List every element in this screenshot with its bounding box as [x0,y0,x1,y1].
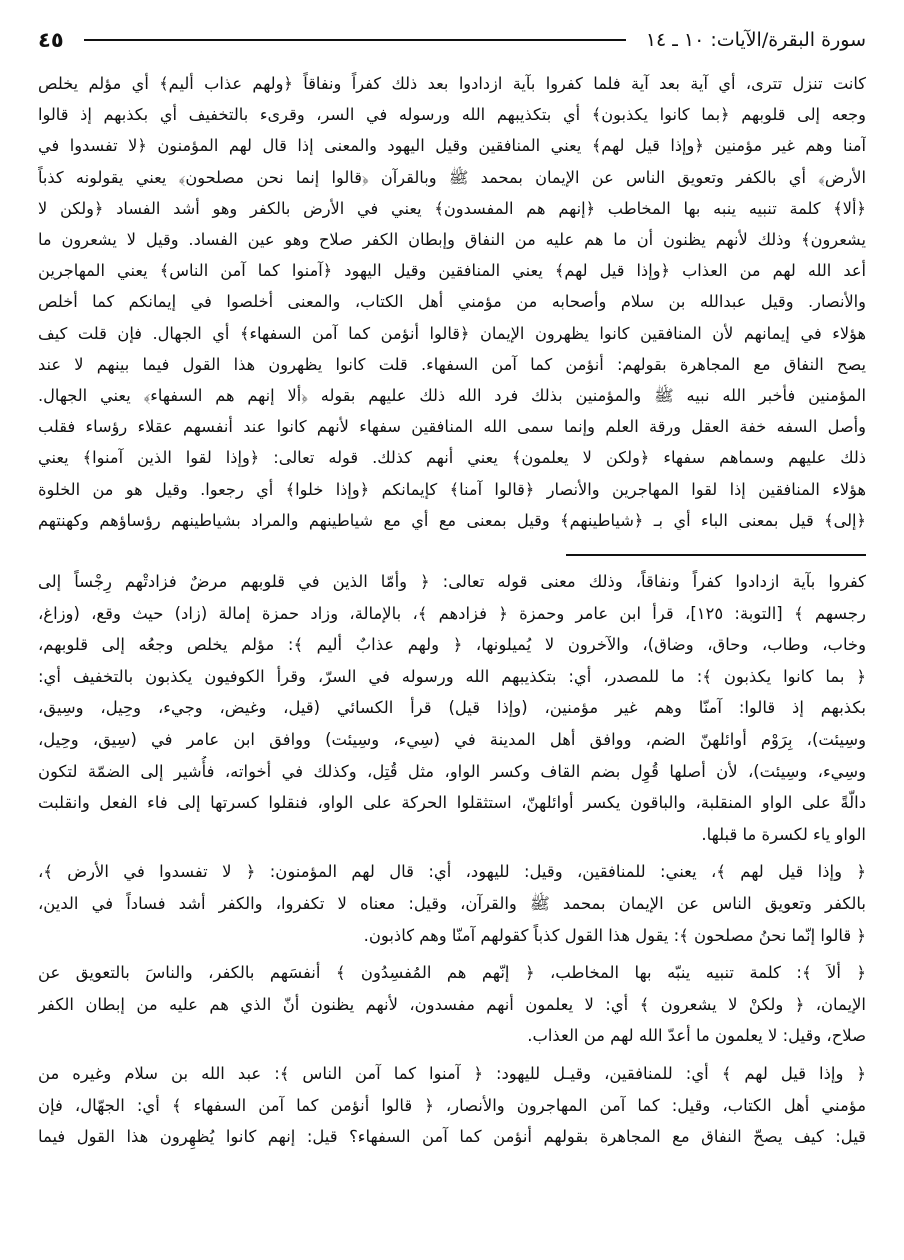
main-text-line: يصح النفاق مع المجاهرة بقولهم: أنؤمن كما آمن السفهاء. قلت كانوا يظهرون هذا القول فيما بينهم لا عند [38,354,866,374]
main-text-line: ﴿ألا﴾ كلمة تنبيه ينبه بها المخاطب ﴿إنهم هم المفسدون﴾ يعني في الأرض بالكفر وهو أشد الفساد ﴿ولكن لا [38,198,866,218]
commentary-paragraph [38,856,866,951]
main-text-line: أعد الله لهم من العذاب ﴿وإذا قيل لهم﴾ يعني المنافقين وقيل اليهود ﴿آمنوا كما آمن الناس﴾ يعني المهاجرين [38,261,866,281]
main-text-line: كانت تنزل تترى، أي آية بعد آية فلما كفروا بآية ازدادوا بعد ذلك كفراً ونفاقاً ﴿ولهم عذاب أليم﴾ أي مؤلم يخلص [38,74,866,93]
commentary-line: بكذبهم إذ قالوا: آمنّا وهم غير مؤمنين، (وإذا قيل) قرأ الكسائي (قيل، وغيض، وجيء، وحِيل، وسِيق، [38,698,866,718]
commentary-line: ﴿ ألاَ ﴾: كلمة تنبيه ينبّه بها المخاطب، ﴿ إنّهم هم المُفسِدُون ﴾ أنفسَهم بالكفر، والناسَ بالتعويق عن [38,963,866,983]
commentary-line: ﴿ وإذا قيل لهم ﴾، يعني: للمنافقين، وقيل: لليهود، أي: قال لهم المؤمنون: ﴿ لا تفسدوا في الأرض ﴾، [38,862,866,882]
commentary-line: بالكفر وتعويق الناس عن الإيمان بمحمد ﷺ والقرآن، وقيل: معناه لا تكفروا، والكفر أشد فساداً في الدين، [38,893,866,913]
commentary-paragraph [38,1058,866,1153]
main-text-line: وأصل السفه خفة العقل ورقة العلم وإنما سمى الله المنافقين سفهاء لأنهم كانوا عند أنفسهم عقلاء رؤساء فقلب [38,417,866,437]
header-rule [84,39,626,41]
commentary-line: قيل: كيف يصحّ النفاق مع المجاهرة بقولهم أنؤمن كما آمن السفهاء؟ قيل: إنهم كانوا يُظهِرون هذا القول فيما [38,1127,866,1147]
commentary-line: رجسهم ﴾ [التوبة: ١٢٥]، قرأ ابن عامر وحمزة ﴿ فزادهم ﴾، بالإمالة، وزاد حمزة إمالة (زاد) حيث وقع، (وزاغ، [38,603,866,623]
commentary-line: دالّةً على الواو المنقلبة، والباقون يكسر أوائلهنّ، استثقلوا الحركة على الواو، فنقلوا كسرتها إلى فاء الفعل وانقلبت [38,793,866,813]
commentary-line: وسِيئت)، بِرَوْم أوائلهنّ الضم، ووافق أهل المدينة في (سِيء، وسِيئت) ووافق ابن عامر في (سِيق، وحِيل، [38,730,866,750]
main-text-line: يشعرون﴾ وذلك لأنهم يظنون أن ما هم عليه من النفاق وإبطان الكفر صلاح وهو عين الفساد. وقيل لا يشعرون ما [38,230,866,250]
commentary-line: ﴿ بما كانوا يكذبون ﴾: ما للمصدر، أي: بتكذيبهم الله ورسوله في السرّ، وقرأ الكوفيون يكذبون بالتخفيف أي: [38,666,866,686]
commentary-line: الإيمان، ﴿ ولكنْ لا يشعرون ﴾ أي: لا يعلمون أنهم مفسدون، لأنهم يظنون أنّ الذي هم عليه من إبطان الكفر [38,994,866,1014]
main-text-line: آمنا وهم غير مؤمنين ﴿وإذا قيل لهم﴾ يعني المنافقين وقيل اليهود والمعنى إذا قال لهم المؤمنون ﴿لا تفسدوا في [38,136,866,156]
main-text-line: هؤلاء في إيمانهم لأن المنافقين كانوا يظهرون الإيمان ﴿قالوا أنؤمن كما آمن السفهاء﴾ أي الجهال. فإن قلت كيف [38,323,866,343]
page-number: ٤٥ [38,28,64,52]
commentary-line: ﴿ وإذا قيل لهم ﴾ أي: للمنافقين، وقيـل لليهود: ﴿ آمنوا كما آمن الناس ﴾: عبد الله بن سلام وغيره من [38,1063,866,1083]
main-text-line: هؤلاء المنافقين إذا لقوا المهاجرين والأنصار ﴿قالوا آمنا﴾ كإيمانكم ﴿وإذا خلوا﴾ أي رجعوا. وقيل هو من الخلوة [38,479,866,499]
main-text-line: ﴿إلى﴾ قيل بمعنى الباء أي بـ ﴿شياطينهم﴾ وقيل بمعنى مع أي مع شياطينهم والمراد بشياطينهم رؤساؤهم وكهنتهم [38,510,866,530]
running-title: سورة البقرة/الآيات: ١٠ ـ ١٤ [645,29,866,51]
main-text-line: والأنصار. وقيل عبدالله بن سلام وأصحابه من مؤمني أهل الكتاب، والمعنى أخلصوا في إيمانكم كما أخلص [38,292,866,312]
commentary-line: ﴿ قالوا إنّما نحنُ مصلحون ﴾: يقول هذا القول كذباً كقولهم آمنّا وهم كاذبون. [363,925,866,945]
commentary-line: مؤمني أهل الكتاب، وقيل: كما آمن المهاجرون والأنصار، ﴿ قالوا أنؤمن كما آمن السفهاء ﴾ أي: الجهّال، فإن [38,1095,866,1115]
book-page [38,24,866,1234]
main-text-line: ذلك عليهم وسماهم سفهاء ﴿ولكن لا يعلمون﴾ يعني أنهم كذلك. قوله تعالى: ﴿وإذا لقوا الذين آمنوا﴾ يعني [38,448,866,468]
commentary-line: وخاب، وطاب، وحاق، وضاق)، والآخرون لا يُميلونها، ﴿ ولهم عذابٌ أليم ﴾: مؤلم يخلص وجعُه إلى قلوبهم، [38,635,866,655]
main-text-line: الأرض﴾ أي بالكفر وتعويق الناس عن الإيمان بمحمد ﷺ وبالقرآن ﴿قالوا إنما نحن مصلحون﴾ يعني يقولونه كذباً [38,167,866,187]
commentary-line: صلاح، وقيل: لا يعلمون ما أعدّ الله لهم من العذاب. [527,1026,866,1046]
commentary-line: كفروا بآية ازدادوا كفراً ونفاقاً، وذلك معنى قوله تعالى: ﴿ وأمّا الذين في قلوبهم مرضٌ فزادتْهم رِجْساً إلى [38,572,866,592]
page-header [38,24,866,56]
main-text [38,68,866,536]
commentary-line: وسِيء، وسِيئت)، لأن أصلها قُوِل بضم القاف وكسر الواو، مثل قُتِل، وكذلك في أخواته، فأُشير إلى الضمّة لتكون [38,761,866,781]
commentary-line: الواو ياء لكسرة ما قبلها. [701,824,866,844]
commentary-paragraph [38,566,866,850]
main-text-line: المؤمنين فأخبر الله نبيه ﷺ والمؤمنين بذلك فرد الله ذلك عليهم بقوله ﴿ألا إنهم هم السفهاء﴾ يعني الجهال. [38,386,866,406]
commentary-section [38,566,866,1153]
commentary-paragraph [38,957,866,1052]
footnote-separator [566,554,866,556]
main-text-line: وجعه إلى قلوبهم ﴿بما كانوا يكذبون﴾ أي بتكذيبهم الله ورسوله في السر، وقرىء بالتخفيف أي بكذبهم إذ قالوا [38,105,866,125]
